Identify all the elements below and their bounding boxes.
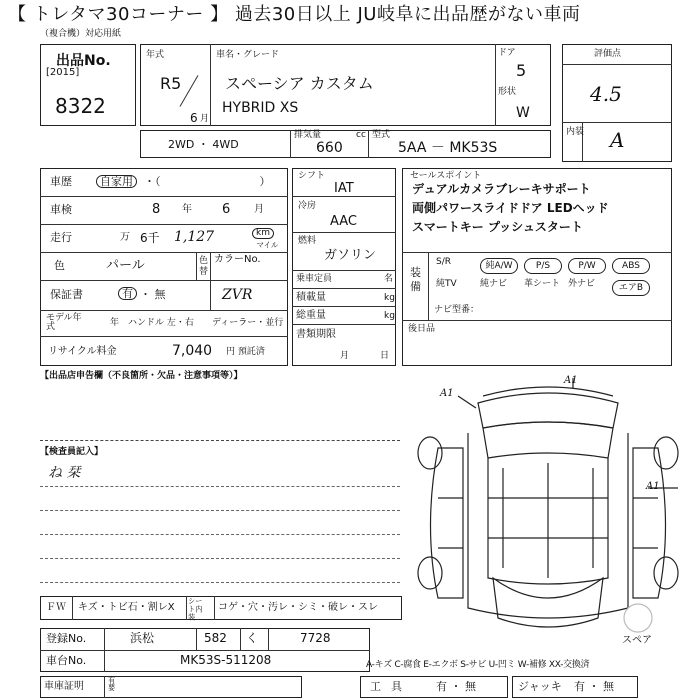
mileage-man: 万 (120, 232, 130, 243)
damage-mark-3: A1 (646, 481, 660, 492)
doc-deadline-month: 月 (340, 351, 350, 361)
equipment-item: ABS (612, 258, 650, 274)
equipment-item: エアB (612, 280, 650, 296)
shift-value: IAT (334, 181, 354, 196)
inspection-year-unit: 年 (182, 204, 192, 215)
registration-city: 浜松 (130, 631, 155, 645)
mileage-unit-mile: マイル (256, 242, 279, 251)
history-value: 自家用 (96, 175, 137, 188)
year-month-unit: 月 (200, 114, 210, 124)
fw-text: キズ・トビ石・割レX (78, 602, 175, 613)
registration-kana: く (246, 631, 259, 645)
inspector-label: 【検査員記入】 (40, 447, 104, 457)
model-name: スペーシア カスタム (225, 74, 374, 93)
capacity-label: 乗車定員 (296, 274, 333, 284)
recycle-unit: 円 預託済 (226, 347, 265, 357)
equipment-item: 外ナビ (568, 279, 596, 289)
ac-label: 冷房 (298, 201, 317, 211)
registration-label: 登録No. (46, 632, 87, 645)
inspection-year: 8 (152, 202, 161, 217)
model-year-year: 年 (110, 318, 120, 328)
inspection-month: 6 (222, 202, 231, 217)
model-grade: HYBRID XS (222, 100, 299, 116)
doors-label: ドア (498, 48, 516, 58)
warranty-value: 有 (118, 287, 137, 300)
proof-option: 有要 (108, 677, 116, 693)
shape-value: W (516, 105, 530, 121)
car-damage-diagram (408, 375, 688, 648)
history-label: 車歴 (50, 175, 72, 188)
year-label: 年式 (146, 50, 165, 60)
mileage-hand: 1,127 (174, 229, 215, 245)
model-year-label: モデル年式 (46, 313, 82, 332)
recycle-label: リサイクル料金 (48, 346, 117, 357)
selling-point-line-2: 両側パワースライドドア LEDヘッド (412, 201, 609, 215)
doc-deadline-label: 書類期限 (296, 329, 336, 340)
warranty-hand: ZVR (222, 287, 253, 303)
proof-label: 車庫証明 (44, 681, 84, 692)
selling-point-line-1: デュアルカメラブレーキサポート (412, 182, 591, 196)
nav-label: ナビ型番： (434, 305, 480, 315)
equipment-item: 純A/W (480, 258, 518, 274)
equipment-item: P/W (568, 258, 606, 274)
model-year-handle: ハンドル 左・右 (128, 318, 194, 328)
chassis-label: 車台No. (46, 654, 87, 667)
spare-label: スペア (622, 635, 652, 646)
lot-label: 出品No. (56, 53, 111, 69)
tools-value: 有 ・ 無 (436, 680, 476, 693)
displacement-value: 660 (316, 140, 343, 156)
equipment-item: P/S (524, 258, 562, 274)
score-label: 評価点 (594, 49, 622, 59)
fuel-label: 燃料 (298, 236, 317, 246)
registration-class: 582 (204, 631, 227, 645)
doors-value: 5 (516, 61, 527, 80)
banner-title: 【 トレタマ30コーナー 】 過去30日以上 JU岐阜に出品歴がない車両 (8, 4, 581, 25)
load-unit: kg (384, 293, 395, 303)
color-no-label: カラーNo. (214, 254, 261, 265)
interior-score: A (610, 128, 625, 152)
model-year-dealer: ディーラー・並行 (212, 318, 284, 328)
damage-mark-1: A1 (440, 388, 454, 399)
displacement-unit: cc (356, 130, 366, 140)
mileage-label: 走行 (50, 231, 72, 244)
inspection-label: 車検 (50, 203, 72, 216)
inspector-hand: ね 栞 (48, 465, 81, 481)
score-overall: 4.5 (590, 82, 622, 106)
equipment-item: 革シート (524, 279, 561, 289)
shift-label: シフト (298, 171, 326, 181)
doc-deadline-day: 日 (380, 351, 390, 361)
exhibitor-label: 【出品店申告欄（不良箇所・欠品・注意事項等）】 (40, 371, 243, 381)
jack-value: 有 ・ 無 (574, 680, 614, 693)
year-era: R5 (160, 74, 182, 93)
warranty-label: 保証書 (50, 288, 83, 301)
fw-seat-label: シート内装 (188, 598, 203, 622)
ac-value: AAC (330, 214, 357, 229)
displacement-label: 排気量 (294, 130, 322, 140)
shape-label: 形状 (498, 87, 517, 97)
capacity-unit: 名 (384, 274, 394, 284)
drive-text: 2WD ・ 4WD (168, 138, 239, 151)
damage-mark-2: A1 (564, 375, 578, 386)
damage-legend: A-キズ C-腐食 E-エクボ S-サビ U-凹ミ W-補修 XX-交換済 (366, 660, 590, 670)
selling-points-label: セールスポイント (410, 171, 482, 181)
jack-label: ジャッキ (518, 680, 562, 693)
chassis-value: MK53S-511208 (180, 653, 272, 667)
lot-year-tag: [2015] (46, 67, 80, 78)
history-rest: ・（ ） (144, 175, 271, 188)
fw-seat-text: コゲ・穴・汚レ・シミ・破レ・スレ (218, 602, 378, 613)
registration-number: 7728 (300, 631, 331, 645)
fw-label: ＦＷ (46, 602, 66, 613)
gross-label: 総重量 (296, 310, 326, 321)
later-label: 後日品 (408, 324, 436, 334)
lot-number: 8322 (55, 94, 106, 118)
type-label: 型式 (372, 130, 391, 140)
load-label: 積載量 (296, 292, 326, 303)
interior-label: 内装 (566, 127, 585, 137)
color-value: パール (106, 258, 145, 273)
equipment-label: 装備 (410, 266, 421, 293)
warranty-rest: ・ 無 (140, 288, 166, 301)
gross-unit: kg (384, 311, 395, 321)
fuel-value: ガソリン (324, 248, 377, 263)
type-value: 5AA － MK53S (398, 140, 498, 156)
recycle-value: 7,040 (172, 343, 213, 359)
selling-point-line-3: スマートキー プッシュスタート (412, 220, 583, 234)
mileage-unit-km: km (252, 228, 274, 239)
model-label: 車名・グレード (216, 50, 280, 60)
equipment-item: S/R (436, 257, 451, 267)
year-month: 6 (190, 111, 198, 125)
equipment-item: 純TV (436, 279, 457, 289)
color-label: 色 (54, 259, 65, 272)
equipment-item: 純ナビ (480, 279, 508, 289)
tools-label: 工具 (370, 680, 412, 693)
mileage-sen: 6千 (140, 231, 160, 245)
inspection-month-unit: 月 (254, 204, 264, 215)
top-note: （複合機）対応用紙 (40, 29, 122, 39)
color-change-label: 色替 (199, 256, 209, 277)
